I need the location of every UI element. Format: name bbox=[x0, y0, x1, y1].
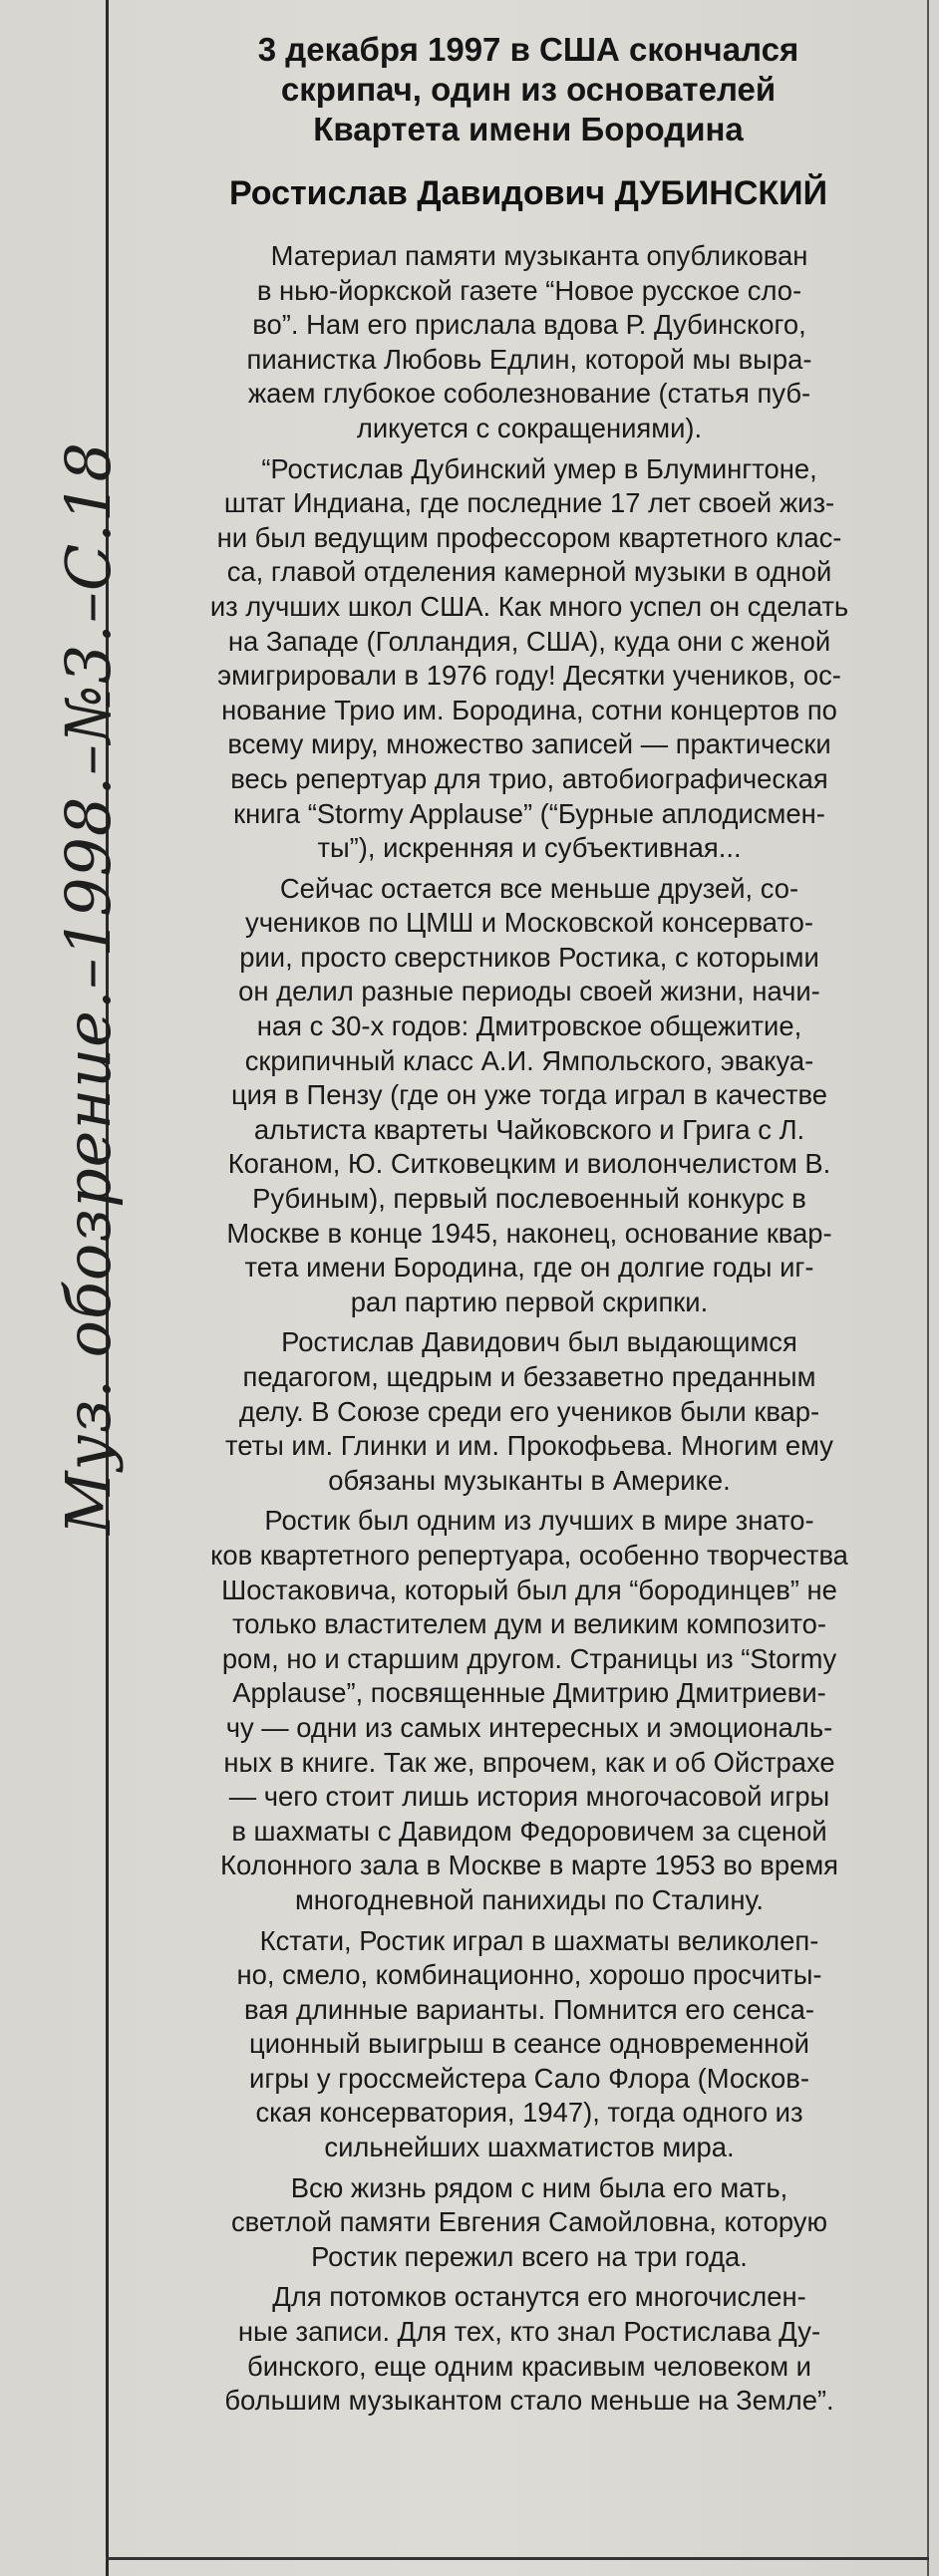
text-line: альтиста квартеты Чайковского и Грига с Л. bbox=[253, 1113, 805, 1145]
text-line: Ростик был одним из лучших в мире знато- bbox=[264, 1505, 814, 1537]
headline-line: скрипач, один из основателей bbox=[280, 71, 777, 108]
text-line: теты им. Глинки и им. Прокофьева. Многим ему bbox=[224, 1430, 833, 1462]
text-line: жаем глубокое соболезнование (статья пуб- bbox=[247, 378, 811, 410]
headline-line: Квартета имени Бородина bbox=[313, 111, 744, 147]
text-line: тета имени Бородина, где он долгие годы иг- bbox=[244, 1252, 814, 1284]
article-paragraph bbox=[146, 2280, 913, 2418]
text-line: ционный выигрыш в сеансе одновременной bbox=[249, 2028, 809, 2060]
text-line: Ростислав Давидович был выдающимся bbox=[281, 1326, 797, 1358]
article-paragraph bbox=[146, 452, 913, 866]
text-line: сильнейших шахматистов мира. bbox=[324, 2132, 735, 2163]
text-line: но, смело, комбинационно, хорошо просчиты- bbox=[236, 1959, 822, 1991]
article-paragraph bbox=[146, 2171, 913, 2275]
text-line: штат Индиана, где последние 17 лет своей жиз- bbox=[223, 487, 835, 519]
text-line: ная с 30-х годов: Дмитровское общежитие, bbox=[256, 1010, 802, 1042]
handwritten-source-note: Муз. обозрение.–1998.–№3.–С.18 bbox=[52, 441, 125, 1535]
text-line: эмигрировали в 1976 году! Десятки учеников, ос- bbox=[217, 660, 841, 692]
text-line: во”. Нам его прислала вдова Р. Дубинского, bbox=[252, 309, 806, 341]
text-line: на Западе (Голландия, США), куда они с женой bbox=[227, 625, 831, 657]
text-line: Ростик пережил всего на три года. bbox=[311, 2240, 748, 2272]
text-line: ция в Пензу (где он уже тогда играл в качестве bbox=[230, 1079, 828, 1111]
text-line: ков квартетного репертуара, особенно творчества bbox=[210, 1539, 848, 1571]
article-paragraph bbox=[146, 872, 913, 1320]
text-line: многодневной панихиды по Сталину. bbox=[294, 1883, 765, 1915]
subject-name: Ростислав Давидович ДУБИНСКИЙ bbox=[228, 174, 828, 212]
text-line: в нью-йоркской газете “Новое русское сло- bbox=[256, 274, 802, 306]
text-line: Шостаковича, который был для “бородинцев” не bbox=[221, 1574, 837, 1605]
text-line: обязаны музыканты в Америке. bbox=[328, 1464, 731, 1496]
text-line: ром, но и старшим другом. Страницы из “Stormy bbox=[221, 1642, 837, 1674]
headline-line: 3 декабря 1997 в США скончался bbox=[257, 31, 799, 68]
text-line: пианистка Любовь Едлин, которой мы выра- bbox=[246, 343, 812, 375]
text-line: чу — одни из самых интересных и эмоциональ- bbox=[225, 1711, 833, 1743]
article-paragraph bbox=[146, 239, 913, 446]
article-paragraph bbox=[146, 1924, 913, 2165]
text-line: нование Трио им. Бородина, сотни концертов по bbox=[221, 694, 837, 725]
text-line: “Ростислав Дубинский умер в Блумингтоне, bbox=[261, 452, 817, 484]
text-line: Сейчас остается все меньше друзей, со- bbox=[279, 872, 799, 904]
text-line: делу. В Союзе среди его учеников были квар- bbox=[238, 1395, 820, 1427]
text-line: учеников по ЦМШ и Московской консервато- bbox=[245, 907, 813, 939]
text-line: Коганом, Ю. Ситковецким и виолончелистом В. bbox=[227, 1148, 831, 1180]
text-line: ликуется с сокращениями). bbox=[356, 412, 703, 443]
text-line: ская консерватория, 1947), тогда одного из bbox=[255, 2097, 803, 2129]
text-line: ты”), искренняя и субъективная... bbox=[317, 832, 742, 864]
text-line: Для потомков останутся его многочислен- bbox=[272, 2281, 806, 2313]
text-line: из лучших школ США. Как много успел он сделать bbox=[209, 590, 849, 622]
text-line: большим музыкантом стало меньше на Земле”. bbox=[224, 2385, 834, 2417]
text-line: весь репертуар для трио, автобиографическая bbox=[230, 762, 828, 794]
text-line: вая длинные варианты. Помнится его сенса- bbox=[244, 1993, 814, 2025]
text-line: Кстати, Ростик играл в шахматы великолеп- bbox=[259, 1924, 819, 1956]
right-margin-rule bbox=[927, 0, 929, 2576]
text-line: Всю жизнь рядом с ним была его мать, bbox=[290, 2171, 788, 2203]
text-line: всему миру, множество записей — практически bbox=[227, 728, 831, 760]
text-line: рии, просто сверстников Ростика, с которыми bbox=[239, 941, 819, 973]
text-line: Материал памяти музыканта опубликован bbox=[270, 240, 808, 271]
text-line: в шахматы с Давидом Федоровичем за сценой bbox=[231, 1815, 827, 1847]
article-paragraph bbox=[146, 1325, 913, 1498]
text-line: педагогом, щедрым и беззаветно преданным bbox=[242, 1361, 816, 1392]
text-line: ных в книге. Так же, впрочем, как и об Ойстрахе bbox=[223, 1746, 835, 1778]
text-line: игры у гроссмейстера Сало Флора (Москов- bbox=[249, 2062, 809, 2094]
text-line: Applause”, посвященные Дмитрию Дмитриеви- bbox=[232, 1677, 826, 1709]
text-line: ные записи. Для тех, кто знал Ростислава Ду- bbox=[237, 2316, 821, 2348]
text-line: скрипичный класс А.И. Ямпольского, эвакуа- bbox=[244, 1044, 814, 1076]
text-line: ни был ведущим профессором квартетного клас- bbox=[216, 521, 842, 553]
text-line: Рубиным), первый послевоенный конкурс в bbox=[252, 1183, 806, 1215]
text-line: он делил разные периоды своей жизни, начи- bbox=[238, 976, 820, 1007]
text-line: рал партию первой скрипки. bbox=[350, 1286, 709, 1317]
article-body bbox=[146, 239, 913, 2425]
text-line: — чего стоит лишь история многочасовой игры bbox=[228, 1781, 830, 1813]
text-line: книга “Stormy Applause” (“Бурные аплодисмен- bbox=[233, 797, 825, 829]
text-line: Колонного зала в Москве в марте 1953 во время bbox=[220, 1850, 838, 1881]
text-line: бинского, еще одним красивым человеком и bbox=[247, 2350, 811, 2382]
bottom-rule bbox=[106, 2557, 929, 2560]
text-line: светлой памяти Евгения Самойловна, которую bbox=[230, 2206, 828, 2238]
article-paragraph bbox=[146, 1504, 913, 1917]
text-line: Москве в конце 1945, наконец, основание квар- bbox=[226, 1217, 832, 1249]
headline bbox=[140, 30, 917, 149]
text-line: только властителем дум и великим композито- bbox=[231, 1608, 826, 1640]
text-line: са, главой отделения камерной музыки в одной bbox=[226, 556, 832, 588]
